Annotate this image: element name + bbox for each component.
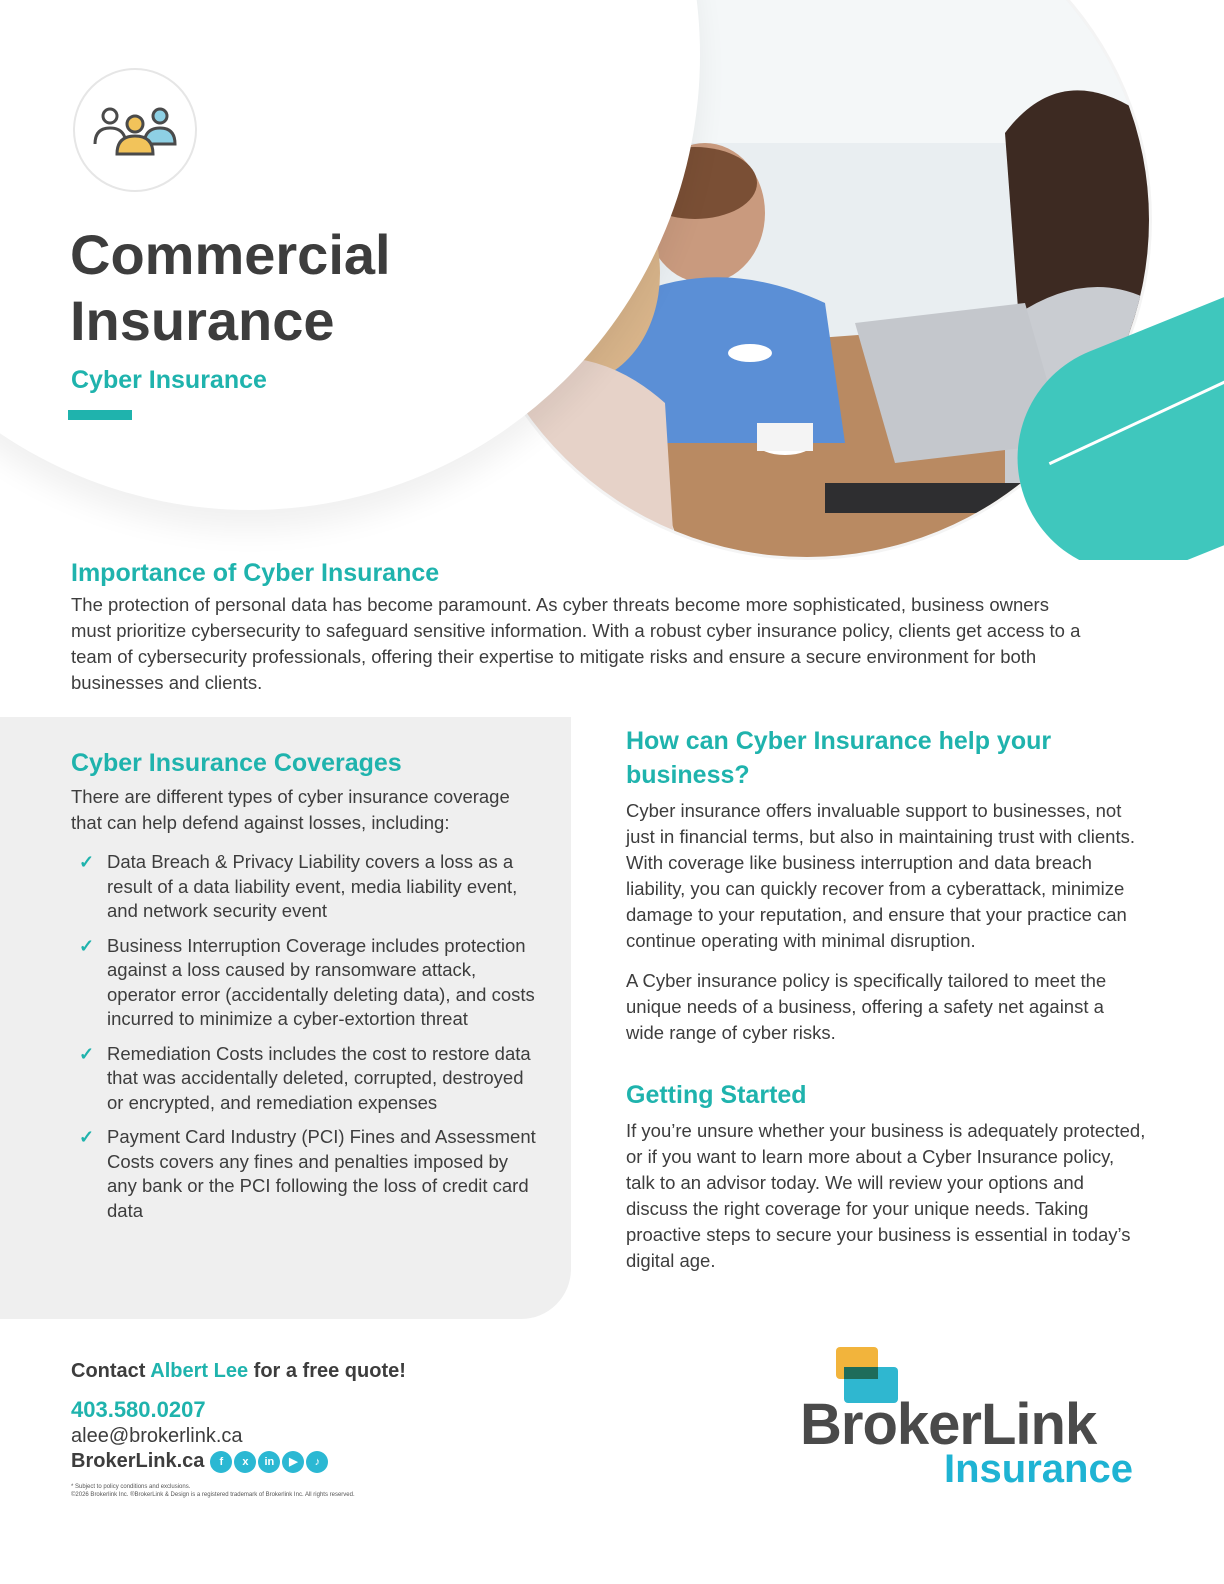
checkmark-icon: ✓ [79, 935, 95, 956]
contact-line [71, 1360, 571, 1383]
youtube-icon[interactable]: ▶ [282, 1451, 304, 1473]
x-twitter-icon[interactable]: x [234, 1451, 256, 1473]
title-line-1: Commercial [70, 223, 391, 286]
page-subtitle: Cyber Insurance [71, 366, 267, 394]
list-item [71, 1125, 541, 1223]
brokerlink-logo [800, 1345, 1150, 1505]
people-group-icon [92, 104, 178, 156]
contact-phone[interactable]: 403.580.0207 [71, 1397, 206, 1422]
coverages-list [71, 850, 541, 1223]
contact-name: Albert Lee [150, 1360, 249, 1382]
fine-print-line-1: * Subject to policy conditions and exclusions. [71, 1484, 191, 1490]
title-line-2: Insurance [70, 289, 335, 352]
list-item [71, 934, 541, 1032]
checkmark-icon: ✓ [79, 1043, 95, 1064]
fine-print [71, 1483, 571, 1499]
subtitle-underline [68, 410, 132, 420]
tiktok-icon[interactable]: ♪ [306, 1451, 328, 1473]
right-column [626, 724, 1146, 1274]
logo-overlap-square [844, 1367, 878, 1379]
list-item-text: Payment Card Industry (PCI) Fines and Assessment Costs covers any fines and penalties imposed by any bank or the PCI following the loss of credit card data [107, 1126, 536, 1221]
help-paragraph-1: Cyber insurance offers invaluable support to businesses, not just in financial terms, but also in maintaining trust with clients. With coverage like business interruption and data breach liability, you can quickly recover from a cyberattack, minimize damage to your reputation, and ensure that your practice can continue operating with minimal disruption. [626, 800, 1135, 951]
checkmark-icon: ✓ [79, 852, 95, 872]
list-item [71, 850, 541, 924]
logo-subtext: Insurance [944, 1447, 1133, 1491]
contact-email[interactable]: alee@brokerlink.ca [71, 1425, 243, 1447]
list-item-text: Business Interruption Coverage includes protection against a loss caused by ransomware attack, operator error (accidentally deleting data), and costs incurred to minimize a cyber-extortion threat [107, 934, 535, 1029]
importance-text: The protection of personal data has become paramount. As cyber threats become more sophisticated, business owners must prioritize cybersecurity to safeguard sensitive information. With a robust cyber insurance policy, clients get access to a team of cybersecurity professionals, offering their expertise to mitigate risks and ensure a secure environment for both businesses and clients. [71, 594, 1081, 693]
logo-wordmark: BrokerLink [800, 1392, 1097, 1457]
people-icon-badge [73, 68, 197, 192]
contact-suffix: for a free quote! [253, 1360, 406, 1382]
contact-prefix: Contact [71, 1360, 146, 1382]
list-item-text: Data Breach & Privacy Liability covers a loss as a result of a data liability event, media liability event, and network security event [107, 851, 518, 921]
facebook-icon[interactable]: f [210, 1451, 232, 1473]
importance-section [71, 556, 1091, 696]
getting-started-text: If you’re unsure whether your business is adequately protected, or if you want to learn more about a Cyber Insurance policy, talk to an advisor today. We will review your options and discuss the right coverage for your unique needs. Taking proactive steps to secure your business is essential in today’s digital age. [626, 1120, 1146, 1271]
coverages-section [71, 746, 541, 1233]
list-item-text: Remediation Costs includes the cost to restore data that was accidentally deleted, corrupted, destroyed or encrypted, and remediation expenses [107, 1042, 531, 1113]
help-paragraph-2: A Cyber insurance policy is specifically tailored to meet the unique needs of a business, offering a safety net against a wide range of cyber risks. [626, 970, 1107, 1043]
fine-print-line-2: ©2026 Brokerlink Inc. ®BrokerLink & Design is a registered trademark of Brokerlink Inc. All rights reserved. [71, 1492, 355, 1498]
linkedin-icon[interactable]: in [258, 1451, 280, 1473]
coverages-heading: Cyber Insurance Coverages [71, 749, 402, 777]
coverages-intro: There are different types of cyber insurance coverage that can help defend against losses, including: [71, 786, 510, 833]
checkmark-icon: ✓ [79, 1127, 95, 1147]
help-heading: How can Cyber Insurance help your business? [626, 727, 1052, 789]
contact-block [71, 1360, 571, 1499]
importance-heading: Importance of Cyber Insurance [71, 559, 440, 587]
list-item [71, 1042, 541, 1116]
getting-started-heading: Getting Started [626, 1081, 807, 1109]
website-link[interactable]: BrokerLink.ca [71, 1450, 205, 1472]
page-title [70, 222, 391, 354]
website-row [71, 1450, 571, 1473]
